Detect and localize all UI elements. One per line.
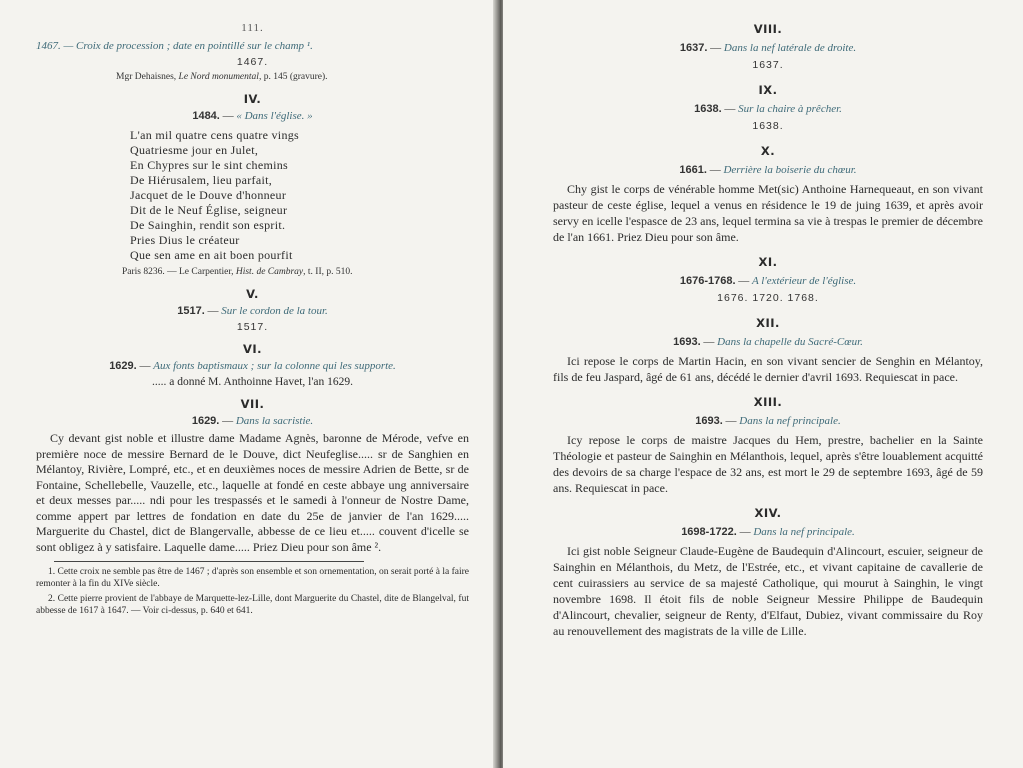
entry-year: 1517. bbox=[177, 305, 205, 317]
section-heading: IX. bbox=[758, 83, 778, 97]
entry-header: 1629. — Dans la sacristie. bbox=[191, 415, 314, 427]
entry-dates: 1517. bbox=[236, 321, 269, 333]
section-heading: XI. bbox=[758, 255, 778, 269]
poem-line: L'an mil quatre cens quatre vings bbox=[130, 128, 300, 142]
source-page: , t. II, p. 510. bbox=[303, 267, 353, 277]
source-author: Paris 8236. — Le Carpentier, bbox=[122, 267, 236, 277]
left-page bbox=[0, 0, 497, 768]
entry-dates: 1638. bbox=[752, 120, 784, 132]
entry-location: Sur la chaire à prêcher. bbox=[738, 103, 842, 115]
entry-header: 1698-1722. — Dans la nef principale. bbox=[681, 526, 855, 538]
entry-year: 1693. bbox=[695, 415, 723, 427]
poem-line: De Hiérusalem, lieu parfait, bbox=[130, 173, 273, 187]
inscription-text: ..... a donné M. Anthoinne Havet, l'an 1629. bbox=[151, 376, 354, 388]
entry-location: Dans la chapelle du Sacré-Cœur. bbox=[717, 336, 863, 348]
entry-location: Derrière la boiserie du chœur. bbox=[723, 164, 857, 176]
source-title: Le Nord monumental bbox=[178, 72, 259, 82]
entry-header: 1484. — « Dans l'église. » bbox=[192, 110, 313, 122]
entry-year: 1693. bbox=[673, 336, 701, 348]
entry-year: 1484. bbox=[192, 110, 220, 122]
poem-line: Que sen ame en ait boen pourfit bbox=[130, 248, 293, 262]
section-heading: XIII. bbox=[753, 395, 783, 409]
entry-dates: 1467. bbox=[236, 56, 269, 68]
entry-location: A l'extérieur de l'église. bbox=[752, 275, 857, 287]
page-number: 111. bbox=[241, 22, 264, 34]
source-note bbox=[122, 267, 469, 277]
poem-line: Pries Dius le créateur bbox=[130, 233, 240, 247]
poem-line: En Chypres sur le sint chemins bbox=[130, 158, 288, 172]
entry-dates: 1637. bbox=[752, 59, 784, 71]
entry-location: Aux fonts baptismaux ; sur la colonne qui les supporte. bbox=[153, 360, 396, 372]
right-page bbox=[503, 0, 1023, 768]
entry-header: 1629. — Aux fonts baptismaux ; sur la colonne qui les supporte. bbox=[109, 360, 396, 372]
poem-line: Quatriesme jour en Julet, bbox=[130, 143, 259, 157]
entry-header: 1517. — Sur le cordon de la tour. bbox=[177, 305, 328, 317]
entry-header: 1676-1768. — A l'extérieur de l'église. bbox=[679, 275, 857, 287]
entry-header: 1661. — Derrière la boiserie du chœur. bbox=[679, 164, 857, 176]
entry-year: 1661. bbox=[679, 164, 707, 176]
entry-header: 1693. — Dans la nef principale. bbox=[695, 415, 841, 427]
section-heading: VI. bbox=[242, 342, 263, 356]
entry-header: 1693. — Dans la chapelle du Sacré-Cœur. bbox=[673, 336, 863, 348]
section-heading: IV. bbox=[243, 92, 262, 106]
inscription-text: Ici gist noble Seigneur Claude-Eugène de Baudequin d'Alincourt, escuier, seigneur de Sainghin en Mélanthois, du Metz, de l'Estrée, etc., et vivant capitaine de cavallerie de cent cuirassiers au service de sa majesté Catholique, qui mourut à Sainghin, le vingt novembre 1698. Il étoit fils de noble Seigneur Messire Philippe de Baudequin d'Alincourt, chevalier, seigneur de Renty, d'Elfaut, Dubiez, vivant commissaire du Roy au renouvellement des magistrats de la ville de Lille. bbox=[553, 544, 983, 638]
entry-location: Sur le cordon de la tour. bbox=[221, 305, 328, 317]
entry-dates: 1676. 1720. 1768. bbox=[717, 292, 819, 304]
entry-location: Dans la nef principale. bbox=[739, 415, 841, 427]
inscription-text: Ici repose le corps de Martin Hacin, en son vivant sencier de Senghin en Mélantoy, fils de feu Jaspard, âgé de 61 ans, décédé le dernier d'avril 1693. Requiescat in pace. bbox=[553, 354, 983, 384]
entry-line: 1467. — Croix de procession ; date en pointillé sur le champ ¹. bbox=[36, 40, 313, 52]
source-note bbox=[116, 72, 469, 82]
inscription-text: Chy gist le corps de vénérable homme Met(sic) Anthoine Harnequeaut, en son vivant pasteur de ceste église, lequel a venus en résidence le 19 de juing 1639, et après avoir servy en icelle l'espasce de 23 ans, lequel termina sa vie à trespas le premier de décembre de l'an 1661. Priez Dieu pour son âme. bbox=[553, 182, 983, 244]
entry-header bbox=[36, 40, 469, 52]
entry-year: 1629. bbox=[191, 415, 220, 427]
source-title: Hist. de Cambray bbox=[235, 267, 304, 277]
entry-year: 1638. bbox=[694, 103, 722, 115]
source-page: , p. 145 (gravure). bbox=[258, 72, 328, 82]
section-heading: VIII. bbox=[753, 22, 783, 36]
footnote: 2. Cette pierre provient de l'abbaye de Marquette-lez-Lille, dont Marguerite du Chastel, dite de Blangelval, fut abbesse de 1617 à 1647. — Voir ci-dessus, p. 640 et 641. bbox=[36, 594, 469, 616]
entry-year: 1676-1768. bbox=[679, 275, 736, 287]
entry-year: 1698-1722. bbox=[681, 526, 737, 538]
section-heading: VII. bbox=[240, 397, 265, 411]
source-author: Mgr Dehaisnes, bbox=[116, 72, 179, 82]
entry-header: 1638. — Sur la chaire à prêcher. bbox=[694, 103, 842, 115]
poem bbox=[130, 128, 469, 263]
section-heading: V. bbox=[246, 287, 259, 301]
poem-line: Dit de le Neuf Église, seigneur bbox=[130, 203, 288, 217]
entry-location: Dans la nef principale. bbox=[753, 526, 855, 538]
entry-header: 1637. — Dans la nef latérale de droite. bbox=[679, 42, 857, 54]
inscription-text: Cy devant gist noble et illustre dame Madame Agnès, baronne de Mérode, vefve en première noce de messire Bernard de le Douve, dict Neufeglise..... sr de Sanghien en Mélantoy, Rivière, Lompré, etc., et en deuxièmes noces de messire Adrien de Bette, sr de Fontaine, Schellebelle, Vauzelle, etc., laquelle at fondé en ceste abbaye ung anniversaire et deux messes par..... ndi pour les trespassés et le samedi à l'onneur de Nostre Dame, comme appert par lettres de fondation en date du 25e de janvier de l'an 1629..... Marguerite du Chastel, dict de Blangervalle, abbesse de ce lieu et..... couvent d'icelle se sont obligez à y satisfaire. Laquelle dame..... Priez Dieu pour son âme ². bbox=[36, 431, 469, 554]
poem-line: Jacquet de le Douve d'honneur bbox=[130, 188, 287, 202]
entry-location: Dans la sacristie. bbox=[235, 415, 314, 427]
poem-line: De Sainghin, rendit son esprit. bbox=[130, 218, 286, 232]
section-heading: XII. bbox=[756, 316, 780, 330]
footnote-divider bbox=[54, 561, 364, 562]
entry-year: 1629. bbox=[109, 360, 137, 372]
entry-location: « Dans l'église. » bbox=[236, 110, 313, 122]
entry-year: 1637. bbox=[679, 42, 708, 54]
section-heading: XIV. bbox=[754, 506, 782, 520]
entry-location: Dans la nef latérale de droite. bbox=[723, 42, 857, 54]
footnote: 1. Cette croix ne semble pas être de 1467 ; d'après son ensemble et son ornementation, on serait porté à la faire remonter à la fin du XIVe siècle. bbox=[36, 567, 469, 589]
inscription-text: Icy repose le corps de maistre Jacques du Hem, prestre, bachelier en la Sainte Théologie et pasteur de Sainghin en Mélanthois, lequel, après s'être louablement acquitté des devoirs de sa charge l'espace de 32 ans, est mort le 29 de septembre 1693, âgé de 59 ans. Requiescat in pace. bbox=[553, 433, 983, 495]
section-heading: X. bbox=[760, 144, 776, 158]
